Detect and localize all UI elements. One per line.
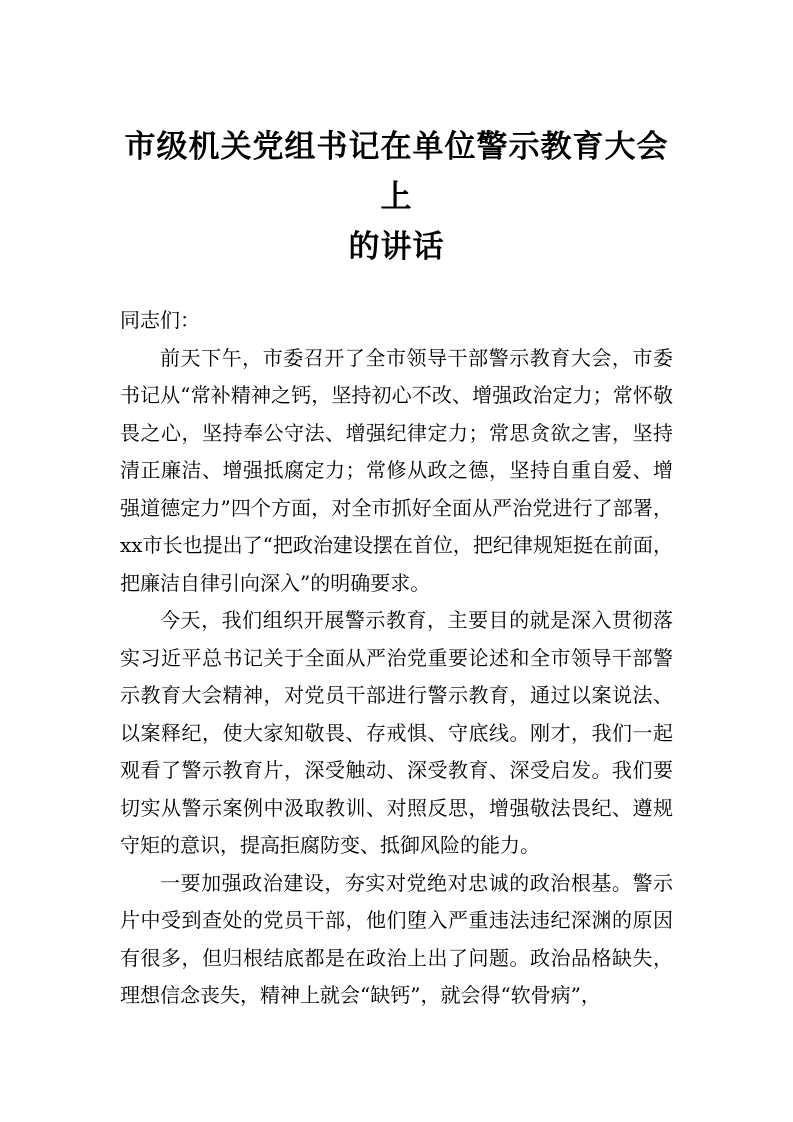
paragraph-1: 前天下午，市委召开了全市领导干部警示教育大会，市委书记从“常补精神之钙，坚持初心不改、增强政治定力；常怀敬畏之心，坚持奉公守法、增强纪律定力；常思贪欲之害，坚持清正廉洁、增强抵腐定力；常修从政之德，坚持自重自爱、增强道德定力”四个方面，对全市抓好全面从严治党进行了部署，xx市长也提出了“把政治建设摆在首位，把纪律规矩挺在前面，把廉洁自律引向深入”的明确要求。 bbox=[120, 345, 673, 595]
document-body bbox=[120, 302, 673, 1015]
title-line-2: 的讲话 bbox=[348, 229, 445, 265]
salutation: 同志们： bbox=[120, 308, 200, 332]
title-line-1: 市级机关党组书记在单位警示教育大会上 bbox=[124, 129, 669, 215]
document-title bbox=[120, 122, 673, 272]
paragraph-3: 一要加强政治建设，夯实对党绝对忠诚的政治根基。警示片中受到查处的党员干部，他们堕入严重违法违纪深渊的原因有很多，但归根结底都是在政治上出了问题。政治品格缺失，理想信念丧失，精神上就会“缺钙”，就会得“软骨病”， bbox=[120, 870, 673, 1007]
paragraph-2: 今天，我们组织开展警示教育，主要目的就是深入贯彻落实习近平总书记关于全面从严治党重要论述和全市领导干部警示教育大会精神，对党员干部进行警示教育，通过以案说法、以案释纪，使大家知敬畏、存戒惧、守底线。刚才，我们一起观看了警示教育片，深受触动、深受教育、深受启发。我们要切实从警示案例中汲取教训、对照反思，增强敬法畏纪、遵规守矩的意识，提高拒腐防变、抵御风险的能力。 bbox=[120, 608, 673, 857]
